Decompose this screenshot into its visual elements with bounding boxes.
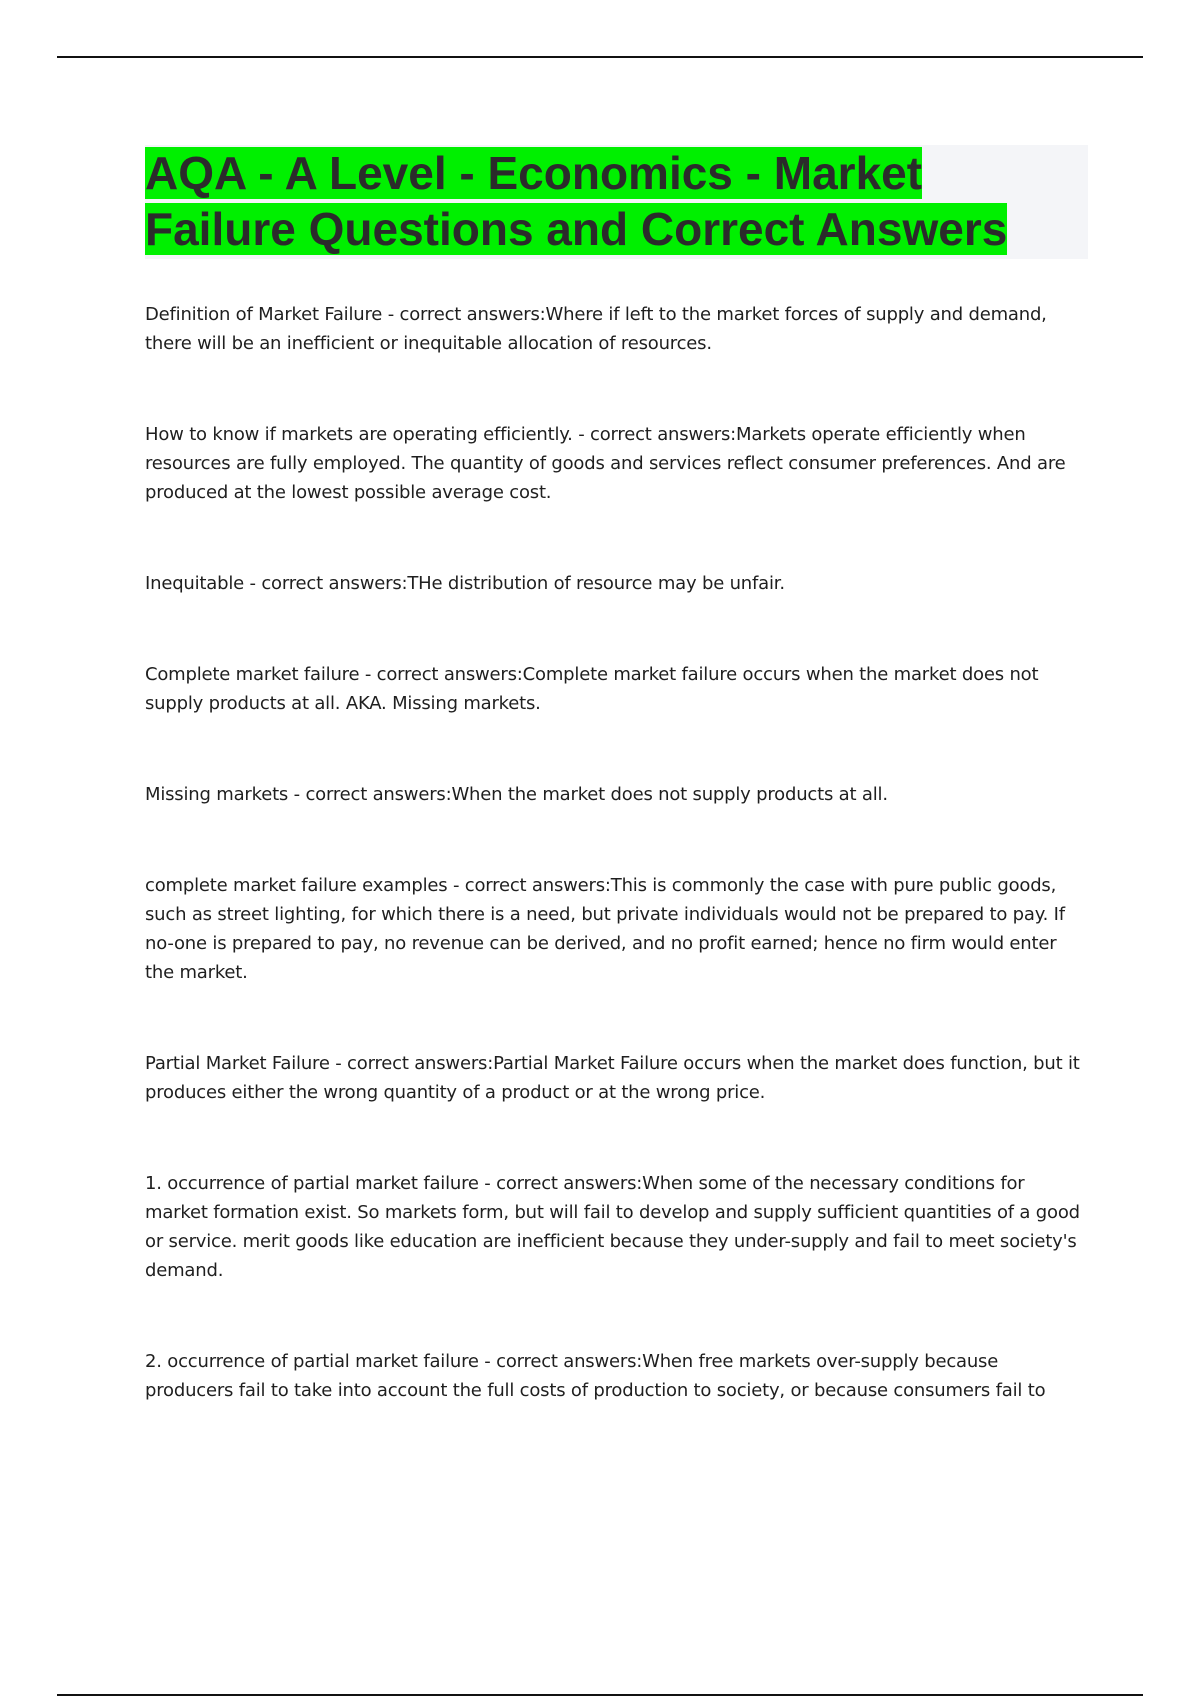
qa-separator: - correct answers: bbox=[572, 424, 737, 445]
qa-answer: Partial Market Failure occurs when the market does function, but it produces either the wrong quantity of a product or at the wrong price. bbox=[145, 1053, 1080, 1103]
qa-answer: This is commonly the case with pure public goods, such as street lighting, for which there is a need, but private individuals would not be prepared to pay. If no-one is prepared to pay, no revenue can be derived, and no profit earned; hence no firm would enter the market. bbox=[145, 875, 1065, 983]
qa-answer: When free markets over-supply because producers fail to take into account the full costs of production to society, or because consumers fail to bbox=[145, 1351, 1046, 1401]
qa-list bbox=[145, 300, 1090, 1467]
qa-answer: Complete market failure occurs when the market does not supply products at all. AKA. Missing markets. bbox=[145, 664, 1039, 714]
qa-question: Complete market failure bbox=[145, 664, 360, 685]
qa-separator: - correct answers: bbox=[478, 1173, 643, 1194]
qa-answer: Where if left to the market forces of supply and demand, there will be an inefficient or inequitable allocation of resources. bbox=[145, 304, 1047, 354]
qa-item bbox=[145, 1347, 1090, 1405]
qa-item bbox=[145, 1169, 1090, 1285]
title-line-1: AQA - A Level - Economics - Market bbox=[145, 147, 923, 199]
qa-question: Definition of Market Failure bbox=[145, 304, 383, 325]
title-block bbox=[145, 145, 1088, 259]
title-line-2: Failure Questions and Correct Answers bbox=[145, 203, 1008, 255]
qa-answer: Markets operate efficiently when resources are fully employed. The quantity of goods and services reflect consumer preferences. And are produced at the lowest possible average cost. bbox=[145, 424, 1066, 503]
qa-question: How to know if markets are operating efficiently. bbox=[145, 424, 573, 445]
qa-answer: When the market does not supply products at all. bbox=[451, 784, 888, 805]
qa-answer: When some of the necessary conditions for market formation exist. So markets form, but will fail to develop and supply sufficient quantities of a good or service. merit goods like education are inefficient because they under-supply and fail to meet society's demand. bbox=[145, 1173, 1080, 1281]
qa-question: Missing markets bbox=[145, 784, 289, 805]
qa-answer: THe distribution of resource may be unfair. bbox=[407, 573, 785, 594]
qa-item bbox=[145, 420, 1090, 507]
qa-separator: - correct answers: bbox=[382, 304, 546, 325]
qa-item bbox=[145, 1049, 1090, 1107]
qa-separator: - correct answers: bbox=[447, 875, 611, 896]
bottom-rule bbox=[57, 1694, 1143, 1696]
qa-item bbox=[145, 569, 1090, 598]
qa-separator: - correct answers: bbox=[359, 664, 523, 685]
qa-question: 2. occurrence of partial market failure bbox=[145, 1351, 479, 1372]
page-title bbox=[145, 145, 1088, 257]
top-rule bbox=[57, 56, 1143, 58]
qa-question: Inequitable bbox=[145, 573, 245, 594]
qa-separator: - correct answers: bbox=[288, 784, 452, 805]
qa-question: Partial Market Failure bbox=[145, 1053, 330, 1074]
qa-question: complete market failure examples bbox=[145, 875, 448, 896]
qa-separator: - correct answers: bbox=[244, 573, 408, 594]
qa-separator: - correct answers: bbox=[329, 1053, 494, 1074]
qa-question: 1. occurrence of partial market failure bbox=[145, 1173, 479, 1194]
qa-item bbox=[145, 871, 1090, 987]
qa-item bbox=[145, 300, 1090, 358]
qa-separator: - correct answers: bbox=[478, 1351, 643, 1372]
qa-item bbox=[145, 780, 1090, 809]
qa-item bbox=[145, 660, 1090, 718]
